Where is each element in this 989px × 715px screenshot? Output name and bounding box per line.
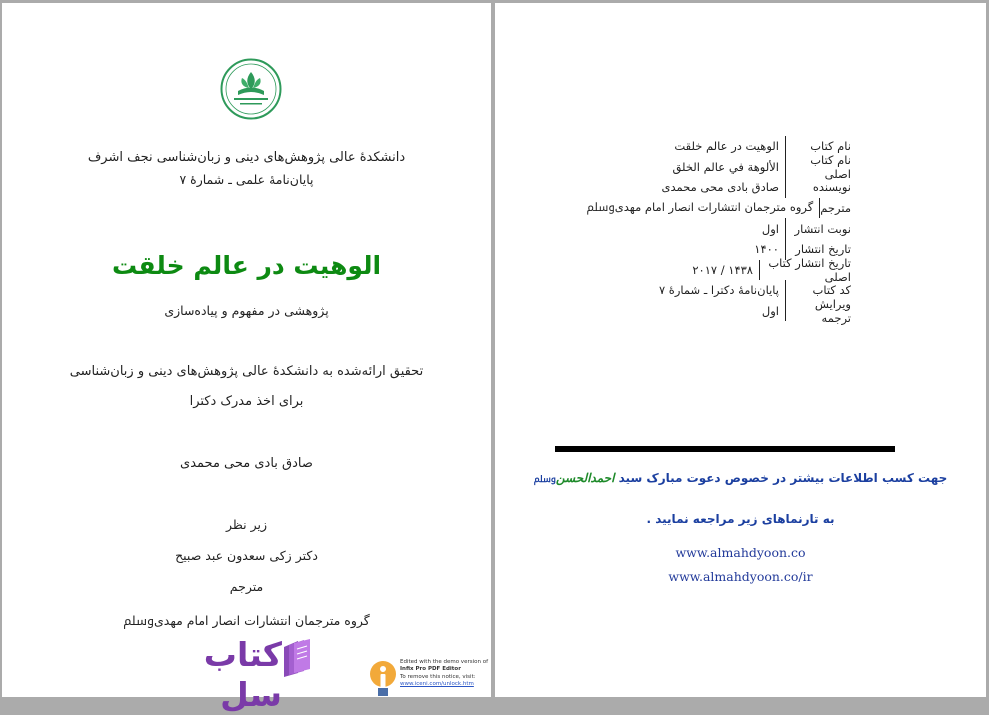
- supervisor-name: دکتر زکی سعدون عبد صبیح: [175, 548, 318, 563]
- promo-line-1: [495, 470, 986, 488]
- presented-line-1: تحقیق ارائه‌شده به دانشکدهٔ عالی پژوهش‌های دینی و زبان‌شناسی: [69, 364, 424, 379]
- info-row: [595, 177, 855, 198]
- institute-name: دانشکدهٔ عالی پژوهش‌های دینی و زبان‌شناسی نجف اشرف: [87, 150, 406, 165]
- info-value: الوهیت در عالم خلقت: [674, 139, 779, 154]
- info-row: [595, 255, 855, 284]
- info-value: الألوهة في عالم الخلق: [672, 159, 779, 174]
- info-label: نام کتاب اصلی: [785, 157, 855, 178]
- info-label: تاریخ انتشار کتاب اصلی: [759, 260, 855, 281]
- infix-info-icon: [369, 660, 397, 698]
- book-subtitle: پژوهشی در مفهوم و پیاده‌سازی: [164, 303, 329, 318]
- info-row: [586, 198, 855, 219]
- info-value: ۱۴۰۰: [754, 242, 779, 257]
- info-label: تاریخ انتشار: [785, 239, 855, 260]
- right-page: [495, 3, 986, 697]
- info-value: پایان‌نامهٔ دکترا ـ شمارهٔ ۷: [658, 283, 779, 298]
- demo-notice-link[interactable]: www.iceni.com/unlock.htm: [400, 680, 474, 687]
- promo-line-1-suffix: ﷸ: [533, 475, 556, 485]
- translator-label: مترجم: [229, 579, 264, 594]
- book-title: الوهیت در عالم خلقت: [111, 251, 382, 280]
- info-value: گروه مترجمان انتشارات انصار امام مهدیﷸ: [586, 200, 814, 215]
- promo-line-1-name: احمدالحسن: [555, 471, 615, 485]
- website-link-2[interactable]: www.almahdyoon.co/ir: [668, 569, 813, 584]
- info-label: نوبت انتشار: [785, 218, 855, 239]
- demo-notice-line-1: Edited with the demo version of: [400, 659, 489, 665]
- info-value: اول: [761, 304, 779, 319]
- website-link-1[interactable]: www.almahdyoon.co: [675, 545, 806, 560]
- separator-bar: [555, 446, 895, 452]
- watermark-text: کتاب سل: [203, 635, 282, 714]
- info-row: [595, 152, 855, 181]
- info-label: مترجم: [819, 198, 855, 219]
- translator-name: گروه مترجمان انتشارات انصار امام مهدیﷸ: [123, 613, 370, 628]
- info-row: [595, 297, 855, 326]
- book-info-table: [586, 136, 855, 326]
- info-label: ویرایش ترجمه: [785, 301, 855, 322]
- promo-line-1-text: جهت کسب اطلاعات بیشتر در خصوص دعوت مبارک سید: [618, 471, 948, 485]
- author-name: صادق بادی محی محمدی: [180, 456, 313, 471]
- info-label: کد کتاب: [785, 280, 855, 301]
- info-row: [595, 218, 855, 239]
- demo-notice-line-2: Infix Pro PDF Editor: [400, 665, 461, 672]
- institute-logo-icon: [220, 58, 282, 120]
- info-value: صادق بادی محی محمدی: [661, 180, 779, 195]
- info-value: ۱۴۳۸ / ۲۰۱۷: [692, 262, 753, 277]
- demo-notice: [400, 659, 490, 687]
- presented-line-2: برای اخذ مدرک دکترا: [189, 394, 304, 409]
- info-label: نویسنده: [785, 177, 855, 198]
- promo-line-2: به تارنماهای زیر مراجعه نمایید .: [646, 512, 835, 526]
- book-stack-logo-icon: [278, 637, 316, 679]
- supervisor-label: زیر نظر: [225, 517, 267, 532]
- left-page: [2, 3, 491, 714]
- series-number: پایان‌نامهٔ علمی ـ شمارهٔ ۷: [179, 172, 314, 187]
- info-label: نام کتاب: [785, 136, 855, 157]
- demo-notice-line-3: To remove this notice, visit:: [400, 674, 476, 680]
- info-value: اول: [761, 221, 779, 236]
